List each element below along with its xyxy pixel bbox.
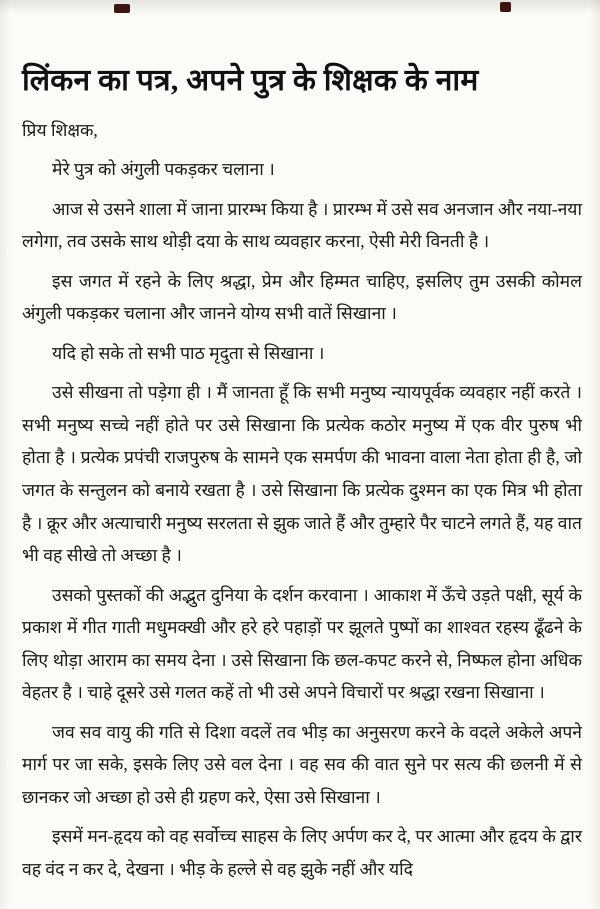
paragraph: मेरे पुत्र को अंगुली पकड़कर चलाना ।: [52, 159, 275, 180]
page-title: लिंकन का पत्र, अपने पुत्र के शिक्षक के नाम: [22, 64, 479, 97]
paragraph: आज से उसने शाला में जाना प्रारम्भ किया है । प्रारम्भ में उसे सव अनजान और नया-नया लगेगा, तव उसके साथ थोड़ी दया के साथ व्यवहार करना, ऐसी मेरी विनती है ।: [22, 198, 582, 252]
salutation: प्रिय शिक्षक,: [22, 119, 98, 140]
scan-artifact: [500, 2, 511, 12]
scan-artifact: [114, 4, 130, 13]
paragraph: उसको पुस्तकों की अद्भुत दुनिया के दर्शन करवाना । आकाश में ऊँचे उड़ते पक्षी, सूर्य के प्रकाश में गीत गाती मधुमक्खी और हरे हरे पहाड़ों पर झूलते पुष्पों का शाश्वत रहस्य ढूँढने के लिए थोड़ा आराम का समय देना । उसे सिखाना कि छल-कपट करने से, निष्फल होना अधिक वेहतर है । चाहे दूसरे उसे गलत कहें तो भी उसे अपने विचारों पर श्रद्धा रखना सिखाना ।: [22, 584, 582, 703]
paragraph: जव सव वायु की गति से दिशा वदलें तव भीड़ का अनुसरण करने के वदले अकेले अपने मार्ग पर जा सके, इसके लिए उसे वल देना । वह सव की वात सुने पर सत्य की छलनी में से छानकर जो अच्छा हो उसे ही ग्रहण करे, ऐसा उसे सिखाना ।: [22, 721, 582, 807]
paragraph: इस जगत में रहने के लिए श्रद्धा, प्रेम और हिम्मत चाहिए, इसलिए तुम उसकी कोमल अंगुली पकड़कर चलाना और जानने योग्य सभी वातें सिखाना ।: [22, 270, 582, 324]
letter-body: [22, 114, 582, 886]
paragraph: उसे सीखना तो पड़ेगा ही । मैं जानता हूँ कि सभी मनुष्य न्यायपूर्वक व्यवहार नहीं करते । सभी मनुष्य सच्चे नहीं होते पर उसे सिखाना कि प्रत्येक कठोर मनुष्य में एक वीर पुरुष भी होता है । प्रत्येक प्रपंची राजपुरुष के सामने एक समर्पण की भावना वाला नेता होता ही है, जो जगत के सन्तुलन को बनाये रखता है । उसे सिखाना कि प्रत्येक दुश्मन का एक मित्र भी होता है । क्रूर और अत्याचारी मनुष्य सरलता से झुक जाते हैं और तुम्हारे पैर चाटने लगते हैं, यह वात भी वह सीखे तो अच्छा है ।: [22, 382, 582, 566]
paragraph: इसमें मन-हृदय को वह सर्वोच्च साहस के लिए अर्पण कर दे, पर आत्मा और हृदय के द्वार वह वंद न कर दे, देखना । भीड़ के हल्ले से वह झुके नहीं और यदि: [22, 826, 582, 879]
paragraph: यदि हो सके तो सभी पाठ मृदुता से सिखाना ।: [52, 342, 325, 363]
